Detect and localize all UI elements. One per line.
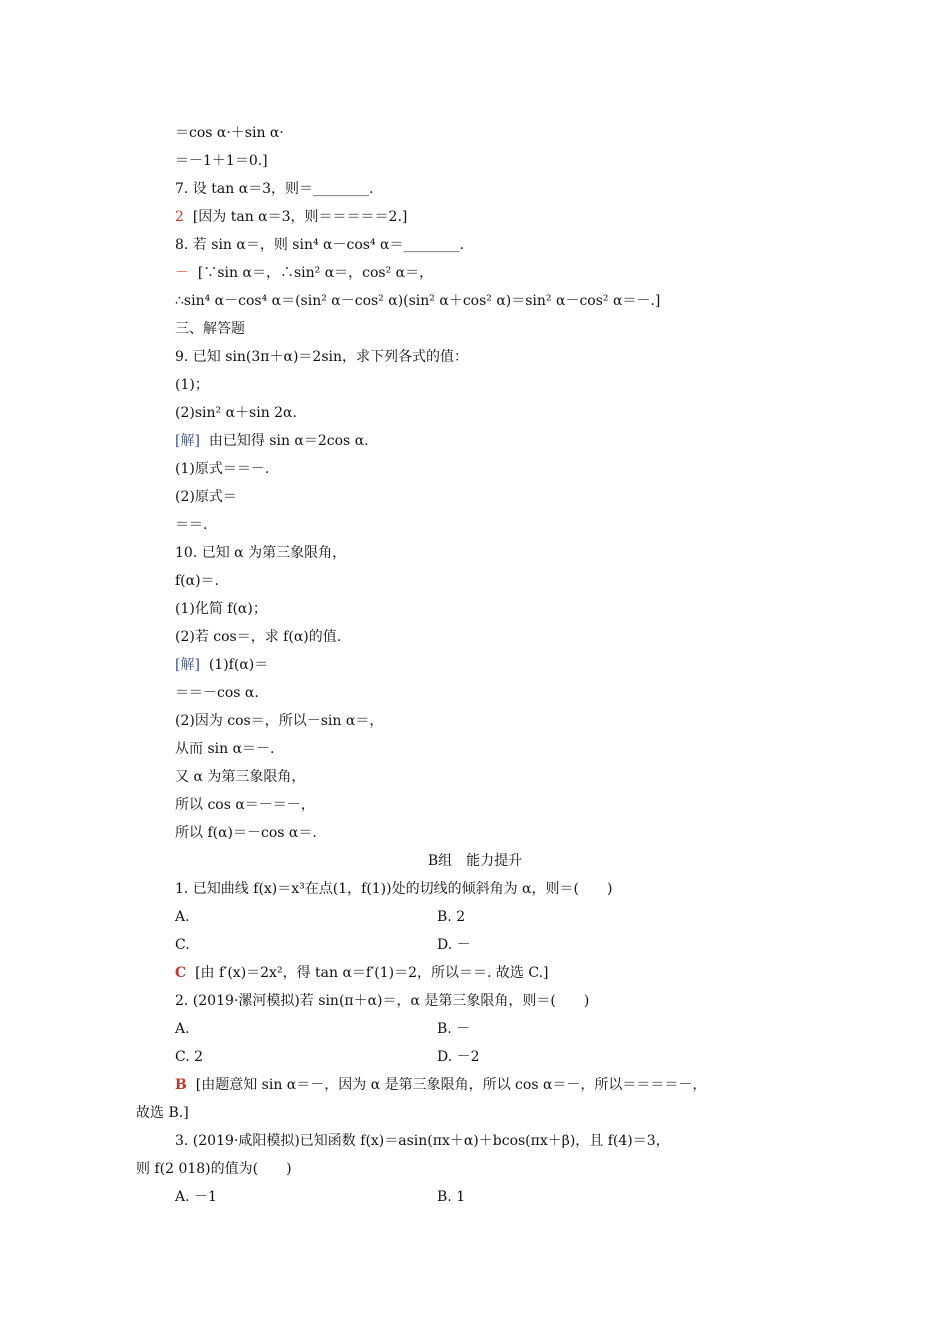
question-10: 10. 已知 α 为第三象限角， (175, 545, 347, 561)
text-line: 又 α 为第三象限角， (175, 769, 306, 785)
option: D. － (437, 937, 471, 953)
option: B. － (437, 1021, 471, 1037)
question-b3: 3. (2019·咸阳模拟)已知函数 f(x)＝asin(πx＋α)＋bcos(πx＋β)，且 f(4)＝3， (175, 1133, 670, 1149)
text-line: ＝－1＋1＝0.] (175, 153, 268, 169)
solution-marker: [解] (175, 433, 200, 449)
text-line: ∴sin⁴ α－cos⁴ α＝(sin² α－cos² α)(sin² α＋cos² α)＝sin² α－cos² α＝－.] (175, 293, 661, 309)
text-line: ＝cos α·＋sin α· (175, 125, 284, 141)
text-line: (2)sin² α＋sin 2α. (175, 405, 297, 421)
solution-9: [解] 由已知得 sin α＝2cos α. (175, 433, 369, 449)
option-row: C. 2 (175, 1049, 204, 1065)
text-line: 所以 f(α)＝－cos α＝. (175, 825, 317, 841)
text-line: 所以 cos α＝－＝－， (175, 797, 315, 813)
option-row: A. (175, 909, 190, 925)
text-line: 从而 sin α＝－. (175, 741, 275, 757)
answer-7: 2 [因为 tan α＝3，则＝＝＝＝＝2.] (175, 209, 408, 225)
option-row: C. (175, 937, 190, 953)
text-line: (2)原式＝ (175, 489, 237, 505)
text-line: ＝＝. (175, 517, 208, 533)
question-b2: 2. (2019·漯河模拟)若 sin(π＋α)＝，α 是第三象限角，则＝( ) (175, 993, 590, 1009)
option-row: A. (175, 1021, 190, 1037)
text-line: (1)原式＝＝－. (175, 461, 270, 477)
answer-marker: － (175, 265, 189, 281)
text-line: (2)因为 cos＝，所以－sin α＝， (175, 713, 384, 729)
question-9: 9. 已知 sin(3π＋α)＝2sin，求下列各式的值： (175, 349, 469, 365)
text-line: 则 f(2 018)的值为( ) (136, 1161, 292, 1177)
text-line: f(α)＝. (175, 573, 220, 589)
solution-10: [解] (1)f(α)＝ (175, 657, 269, 673)
section-heading: B组 能力提升 (427, 853, 523, 869)
answer-b2: B [由题意知 sin α＝－，因为 α 是第三象限角，所以 cos α＝－，所以＝＝＝＝－， (175, 1077, 707, 1093)
text-line: (1)化简 f(α)； (175, 601, 267, 617)
question-7: 7. 设 tan α＝3，则＝________. (175, 181, 374, 197)
answer-marker: B (175, 1077, 187, 1093)
text-line: ＝＝－cos α. (175, 685, 259, 701)
answer-marker: C (175, 965, 187, 981)
text-line: (1)； (175, 377, 209, 393)
solution-marker: [解] (175, 657, 200, 673)
text-line: (2)若 cos＝，求 f(α)的值. (175, 629, 342, 645)
answer-b1: C [由 f′(x)＝2x²，得 tan α＝f′(1)＝2，所以＝＝. 故选 C.] (175, 965, 549, 981)
section-heading: 三、解答题 (175, 321, 245, 337)
question-8: 8. 若 sin α＝，则 sin⁴ α－cos⁴ α＝________. (175, 237, 464, 253)
option-row: A. －1 (175, 1189, 217, 1205)
option: B. 1 (437, 1189, 466, 1205)
text-line: 故选 B.] (136, 1105, 189, 1121)
option: B. 2 (437, 909, 466, 925)
answer-marker: 2 (175, 209, 184, 225)
answer-8: － [∵sin α＝，∴sin² α＝，cos² α＝， (175, 265, 434, 281)
question-b1: 1. 已知曲线 f(x)＝x³在点(1，f(1))处的切线的倾斜角为 α，则＝( ) (175, 881, 613, 897)
option: D. －2 (437, 1049, 480, 1065)
